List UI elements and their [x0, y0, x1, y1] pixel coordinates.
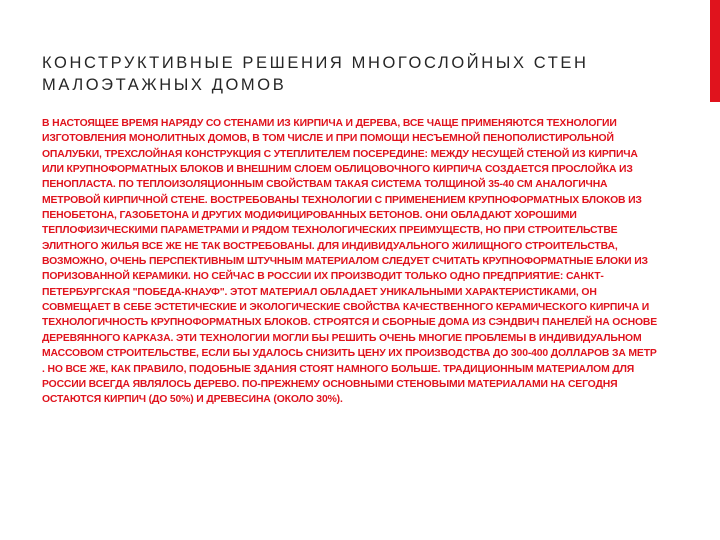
accent-bar [710, 0, 720, 102]
slide-title: КОНСТРУКТИВНЫЕ РЕШЕНИЯ МНОГОСЛОЙНЫХ СТЕН МАЛОЭТАЖНЫХ ДОМОВ [42, 54, 589, 94]
slide-body-text: В НАСТОЯЩЕЕ ВРЕМЯ НАРЯДУ СО СТЕНАМИ ИЗ КИРПИЧА И ДЕРЕВА, ВСЕ ЧАЩЕ ПРИМЕНЯЮТСЯ ТЕХНОЛОГИИ ИЗГОТОВЛЕНИЯ МОНОЛИТНЫХ ДОМОВ, В ТОМ ЧИСЛЕ И ПРИ ПОМОЩИ НЕСЪЕМНОЙ ПЕНОПОЛИСТИРОЛЬНОЙ ОПАЛУБКИ, ТРЕХСЛОЙНАЯ КОНСТРУКЦИЯ С УТЕПЛИТЕЛЕМ ПОСЕРЕДИНЕ: МЕЖДУ НЕСУЩЕЙ СТЕНОЙ ИЗ КИРПИЧА ИЛИ КРУПНОФОРМАТНЫХ БЛОКОВ И ВНЕШНИМ СЛОЕМ ОБЛИЦОВОЧНОГО КИРПИЧА СОЗДАЕТСЯ ПРОСЛОЙКА ИЗ ПЕНОПЛАСТА. ПО ТЕПЛОИЗОЛЯЦИОННЫМ СВОЙСТВАМ ТАКАЯ СИСТЕМА ТОЛЩИНОЙ 35-40 СМ АНАЛОГИЧНА МЕТРОВОЙ КИРПИЧНОЙ СТЕНЕ. ВОСТРЕБОВАНЫ ТЕХНОЛОГИИ С ПРИМЕНЕНИЕМ КРУПНОФОРМАТНЫХ БЛОКОВ ИЗ ПЕНОБЕТОНА, ГАЗОБЕТОНА И ДРУГИХ МОДИФИЦИРОВАННЫХ БЕТОНОВ. ОНИ ОБЛАДАЮТ ХОРОШИМИ ТЕПЛОФИЗИЧЕСКИМИ ПАРАМЕТРАМИ И РЯДОМ ТЕХНОЛОГИЧЕСКИХ ПРЕИМУЩЕСТВ, НО ПРИ СТРОИТЕЛЬСТВЕ ЭЛИТНОГО ЖИЛЬЯ ВСЕ ЖЕ НЕ ТАК ВОСТРЕБОВАНЫ. ДЛЯ ИНДИВИДУАЛЬНОГО ЖИЛИЩНОГО СТРОИТЕЛЬСТВА, ВОЗМОЖНО, ОЧЕНЬ ПЕРСПЕКТИВНЫМ ШТУЧНЫМ МАТЕРИАЛОМ СЛЕДУЕТ СЧИТАТЬ КРУПНОФОРМАТНЫЕ БЛОКИ ИЗ ПОРИЗОВАННОЙ КЕРАМИКИ. НО СЕЙЧАС В РОССИИ ИХ ПРОИЗВОДИТ ТОЛЬКО ОДНО ПРЕДПРИЯТИЕ: САНКТ-ПЕТЕРБУРГСКАЯ "ПОБЕДА-КНАУФ". ЭТОТ МАТЕРИАЛ ОБЛАДАЕТ УНИКАЛЬНЫМИ ХАРАКТЕРИСТИКАМИ, ОН СОВМЕЩАЕТ В СЕБЕ ЭСТЕТИЧЕСКИЕ И ЭКОЛОГИЧЕСКИЕ СВОЙСТВА КАЧЕСТВЕННОГО КЕРАМИЧЕСКОГО КИРПИЧА И ТЕХНОЛОГИЧНОСТЬ КРУПНОФОРМАТНЫХ БЛОКОВ. СТРОЯТСЯ И СБОРНЫЕ ДОМА ИЗ СЭНДВИЧ ПАНЕЛЕЙ НА ОСНОВЕ ДЕРЕВЯННОГО КАРКАЗА. ЭТИ ТЕХНОЛОГИИ МОГЛИ БЫ РЕШИТЬ ОЧЕНЬ МНОГИЕ ПРОБЛЕМЫ В ИНДИВИДУАЛЬНОМ МАССОВОМ СТРОИТЕЛЬСТВЕ, ЕСЛИ БЫ УДАЛОСЬ СНИЗИТЬ ЦЕНУ ИХ ПРОИЗВОДСТВА ДО 300-400 ДОЛЛАРОВ ЗА МЕТР . НО ВСЕ ЖЕ, КАК ПРАВИЛО, ПОДОБНЫЕ ЗДАНИЯ СТОЯТ НАМНОГО БОЛЬШЕ. ТРАДИЦИОННЫМ МАТЕРИАЛОМ ДЛЯ РОССИИ ВСЕГДА ЯВЛЯЛОСЬ ДЕРЕВО. ПО-ПРЕЖНЕМУ ОСНОВНЫМИ СТЕНОВЫМИ МАТЕРИАЛАМИ НА СЕГОДНЯ ОСТАЮТСЯ КИРПИЧ (ДО 50%) И ДРЕВЕСИНА (ОКОЛО 30%). [42, 118, 658, 406]
